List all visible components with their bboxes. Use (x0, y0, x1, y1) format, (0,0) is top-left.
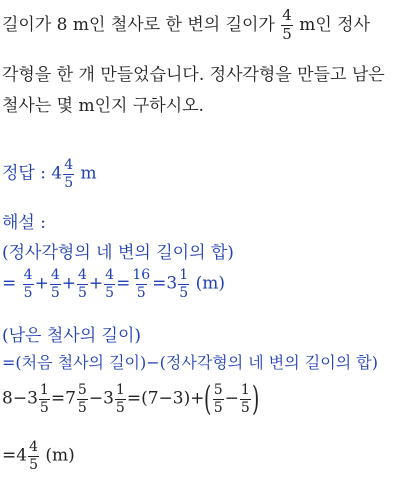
term-den: 5 (50, 284, 60, 301)
mixed-num: 1 (179, 267, 189, 283)
left-paren: ( (204, 379, 212, 419)
answer-line (2, 158, 97, 190)
solution-label: 해설 : (2, 213, 46, 233)
frac-den: 5 (29, 456, 38, 473)
problem-text-1b: m인 정사 (299, 14, 371, 35)
frac-num: 1 (39, 381, 49, 398)
step2-title: (남은 철사의 길이) (2, 326, 142, 346)
step1-term (23, 268, 34, 300)
mixed-whole: 7 (65, 388, 76, 409)
step2-equation (2, 379, 260, 419)
frac-num: 1 (240, 381, 250, 398)
minus-sign: − (12, 388, 28, 409)
answer-den: 5 (64, 174, 74, 191)
fraction (115, 383, 126, 415)
plus-sign: + (61, 273, 76, 294)
frac-num: 5 (213, 381, 223, 398)
mixed-whole: 3 (103, 388, 114, 409)
problem-frac-den: 5 (282, 24, 292, 43)
answer-num: 4 (64, 157, 74, 173)
mixed-whole: 3 (27, 388, 38, 409)
term-den: 5 (23, 284, 33, 301)
answer-unit: m (80, 163, 97, 184)
mixed-whole: 4 (16, 445, 28, 466)
answer-label: 정답 : (2, 163, 46, 184)
frac-den: 5 (240, 399, 250, 416)
frac-den: 5 (115, 399, 125, 416)
sum-den: 5 (136, 284, 146, 301)
fraction (77, 383, 88, 415)
step1-equation (2, 268, 225, 300)
fraction (213, 383, 224, 415)
fraction (240, 383, 251, 415)
frac-num: 1 (115, 381, 125, 398)
value: 8 (2, 388, 13, 409)
paren-expression: (7−3) (141, 388, 191, 409)
problem-line-2: 각형을 한 개 만들었습니다. 정사각형을 만들고 남은 (2, 65, 385, 85)
problem-line-3: 철사는 몇 m인지 구하시오. (2, 96, 204, 116)
step2-words: =(처음 철사의 길이)−(정사각형의 네 변의 길이의 합) (2, 353, 378, 372)
term-num: 4 (105, 267, 115, 283)
right-paren: ) (251, 379, 260, 419)
minus-sign: − (224, 388, 239, 409)
plus-sign: + (88, 273, 104, 294)
term-den: 5 (78, 284, 87, 301)
equals-sign: = (2, 445, 17, 466)
step1-term (50, 268, 61, 300)
problem-line-1 (2, 8, 370, 43)
frac-num: 5 (77, 381, 87, 398)
sum-num: 16 (132, 267, 151, 283)
problem-fraction (281, 8, 293, 43)
plus-sign: + (190, 388, 205, 409)
problem-frac-num: 4 (282, 6, 292, 24)
step1-mixed (178, 268, 189, 300)
minus-sign: − (88, 388, 104, 409)
equals-sign: = (50, 388, 66, 409)
frac-den: 5 (39, 399, 49, 416)
final-equation (2, 440, 75, 472)
equals-sign: = (152, 273, 167, 294)
step1-sum (131, 268, 151, 300)
frac-den: 5 (213, 399, 223, 416)
mixed-den: 5 (179, 284, 189, 301)
frac-num: 4 (29, 439, 38, 455)
term-num: 4 (23, 267, 33, 283)
term-num: 4 (78, 267, 87, 283)
equals-sign: = (2, 273, 17, 294)
step1-term (77, 268, 88, 300)
problem-text-1a: 길이가 8 m인 철사로 한 변의 길이가 (2, 14, 275, 35)
plus-sign: + (34, 273, 49, 294)
unit: (m) (45, 445, 75, 466)
mixed-whole: 3 (166, 273, 178, 294)
unit: (m) (195, 273, 225, 294)
fraction (39, 383, 50, 415)
answer-fraction (63, 158, 74, 190)
term-num: 4 (50, 267, 60, 283)
step1-term (104, 268, 115, 300)
equals-sign: = (126, 388, 142, 409)
answer-whole: 4 (51, 163, 63, 184)
step1-title: (정사각형의 네 변의 길이의 합) (2, 243, 234, 263)
final-fraction (28, 440, 39, 472)
equals-sign: = (116, 273, 131, 294)
frac-den: 5 (77, 399, 87, 416)
term-den: 5 (105, 284, 115, 301)
